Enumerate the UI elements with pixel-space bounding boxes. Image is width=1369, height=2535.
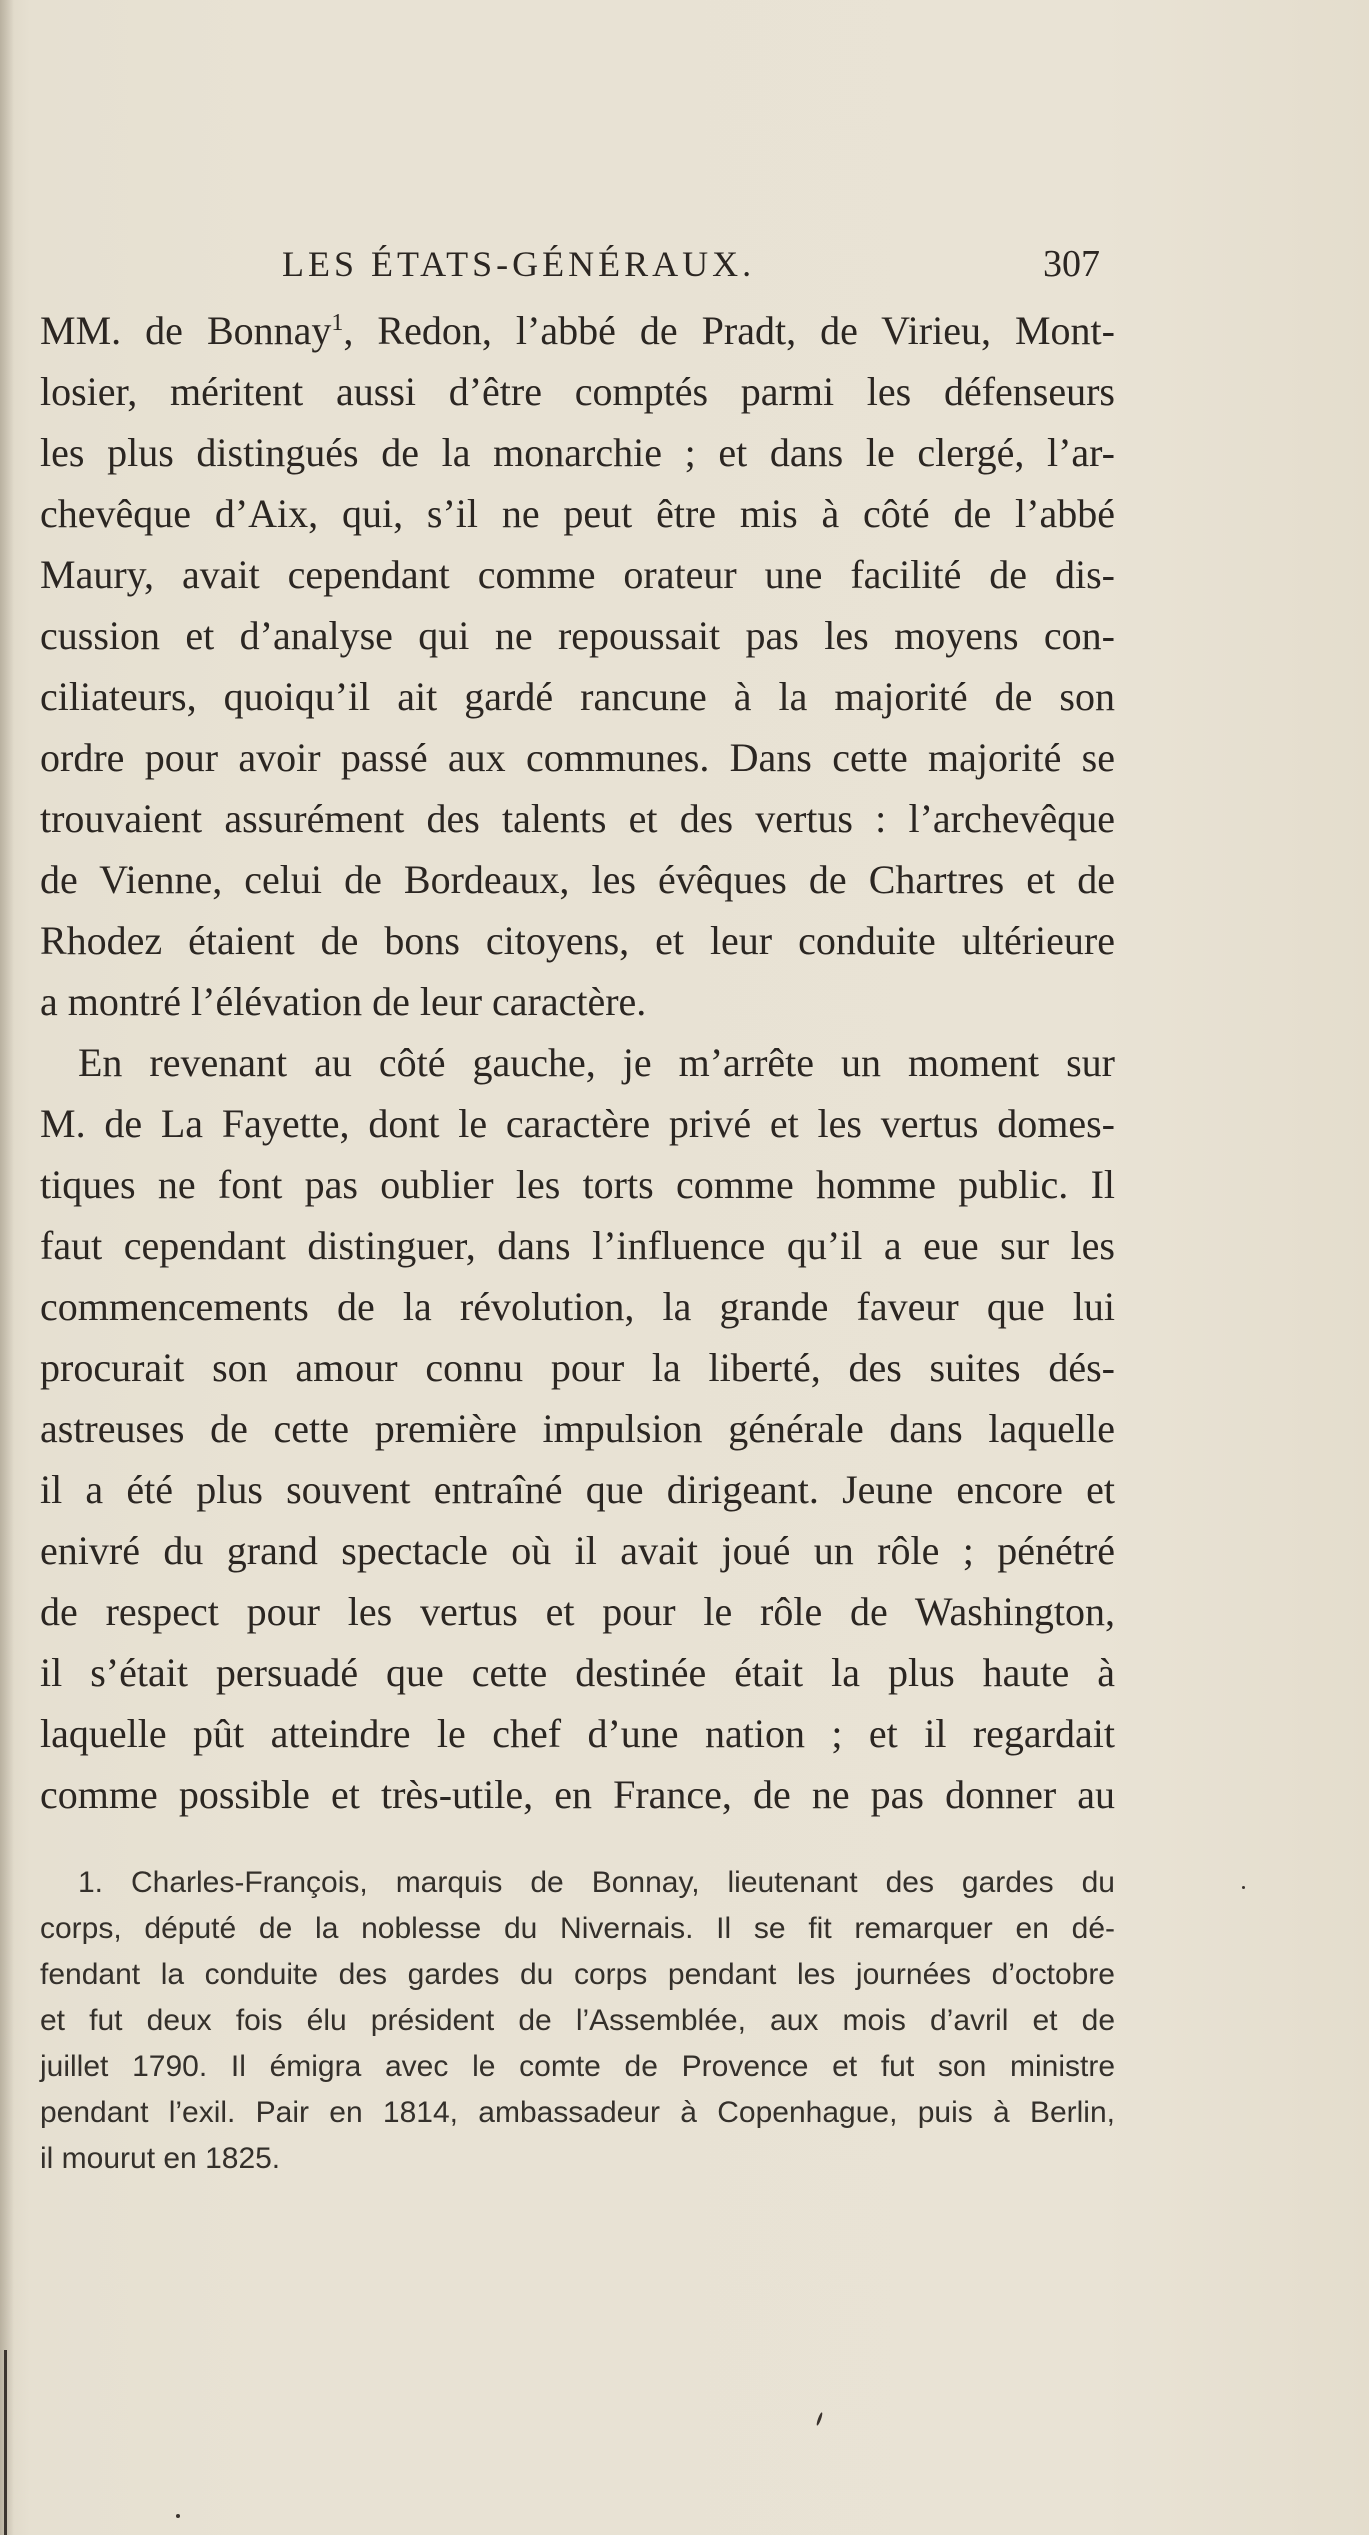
footnote-line: pendant l’exil. Pair en 1814, ambassadeur à Copenhague, puis à Berlin, [40,2096,1115,2129]
text-line: procurait son amour connu pour la liberté, des suites dés- [40,1345,1115,1390]
text-line: Maury, avait cependant comme orateur une facilité de dis- [40,552,1115,597]
text-line: En revenant au côté gauche, je m’arrête un moment sur [78,1040,1115,1085]
footnote [40,1860,1115,2182]
ink-speck [816,2412,824,2426]
binding-shadow [0,0,14,2535]
text-line: de Vienne, celui de Bordeaux, les évêques de Chartres et de [40,857,1115,902]
footnote-line: juillet 1790. Il émigra avec le comte de Provence et fut son ministre [40,2050,1115,2083]
text-line: de respect pour les vertus et pour le rôle de Washington, [40,1589,1115,1634]
footnote-line: corps, député de la noblesse du Nivernais. Il se fit remarquer en dé- [40,1912,1115,1945]
binding-edge [4,2350,7,2535]
text-line: ciliateurs, quoiqu’il ait gardé rancune à la majorité de son [40,674,1115,719]
text-line: laquelle pût atteindre le chef d’une nation ; et il regardait [40,1711,1115,1756]
text-line: chevêque d’Aix, qui, s’il ne peut être mis à côté de l’abbé [40,491,1115,536]
footnote-line: fendant la conduite des gardes du corps pendant les journées d’octobre [40,1958,1115,1991]
page-header [200,240,1100,288]
text-line: M. de La Fayette, dont le caractère privé et les vertus domes- [40,1101,1115,1146]
text-line: comme possible et très-utile, en France, de ne pas donner au [40,1772,1115,1817]
text-line: les plus distingués de la monarchie ; et dans le clergé, l’ar- [40,430,1115,475]
footnote-line: 1. Charles-François, marquis de Bonnay, lieutenant des gardes du [78,1866,1115,1899]
footnote-line: et fut deux fois élu président de l’Assemblée, aux mois d’avril et de [40,2004,1115,2037]
running-head: LES ÉTATS-GÉNÉRAUX. [282,244,756,284]
ink-speck [176,2514,180,2518]
text-line: commencements de la révolution, la grande faveur que lui [40,1284,1115,1329]
text-line: losier, méritent aussi d’être comptés parmi les défenseurs [40,369,1115,414]
text-line: ordre pour avoir passé aux communes. Dans cette majorité se [40,735,1115,780]
text-line: a montré l’élévation de leur caractère. [40,979,647,1024]
text-line: faut cependant distinguer, dans l’influence qu’il a eue sur les [40,1223,1115,1268]
page-number: 307 [1043,243,1100,285]
text-line: astreuses de cette première impulsion générale dans laquelle [40,1406,1115,1451]
footnote-line: il mourut en 1825. [40,2142,281,2175]
text-line: il s’était persuadé que cette destinée était la plus haute à [40,1650,1115,1695]
ink-speck [1242,1886,1245,1889]
text-line: trouvaient assurément des talents et des vertus : l’archevêque [40,796,1115,841]
text-line: Rhodez étaient de bons citoyens, et leur conduite ultérieure [40,918,1115,963]
text-line: il a été plus souvent entraîné que dirigeant. Jeune encore et [40,1467,1115,1512]
text-line: cussion et d’analyse qui ne repoussait pas les moyens con- [40,613,1115,658]
text-line: enivré du grand spectacle où il avait joué un rôle ; pénétré [40,1528,1115,1573]
text-line: MM. de Bonnay$^1$, Redon, l’abbé de Pradt, de Virieu, Mont- [40,308,1115,353]
body-text [40,300,1115,1825]
text-line: tiques ne font pas oublier les torts comme homme public. Il [40,1162,1115,1207]
footnote-marker: 1 [331,310,344,336]
